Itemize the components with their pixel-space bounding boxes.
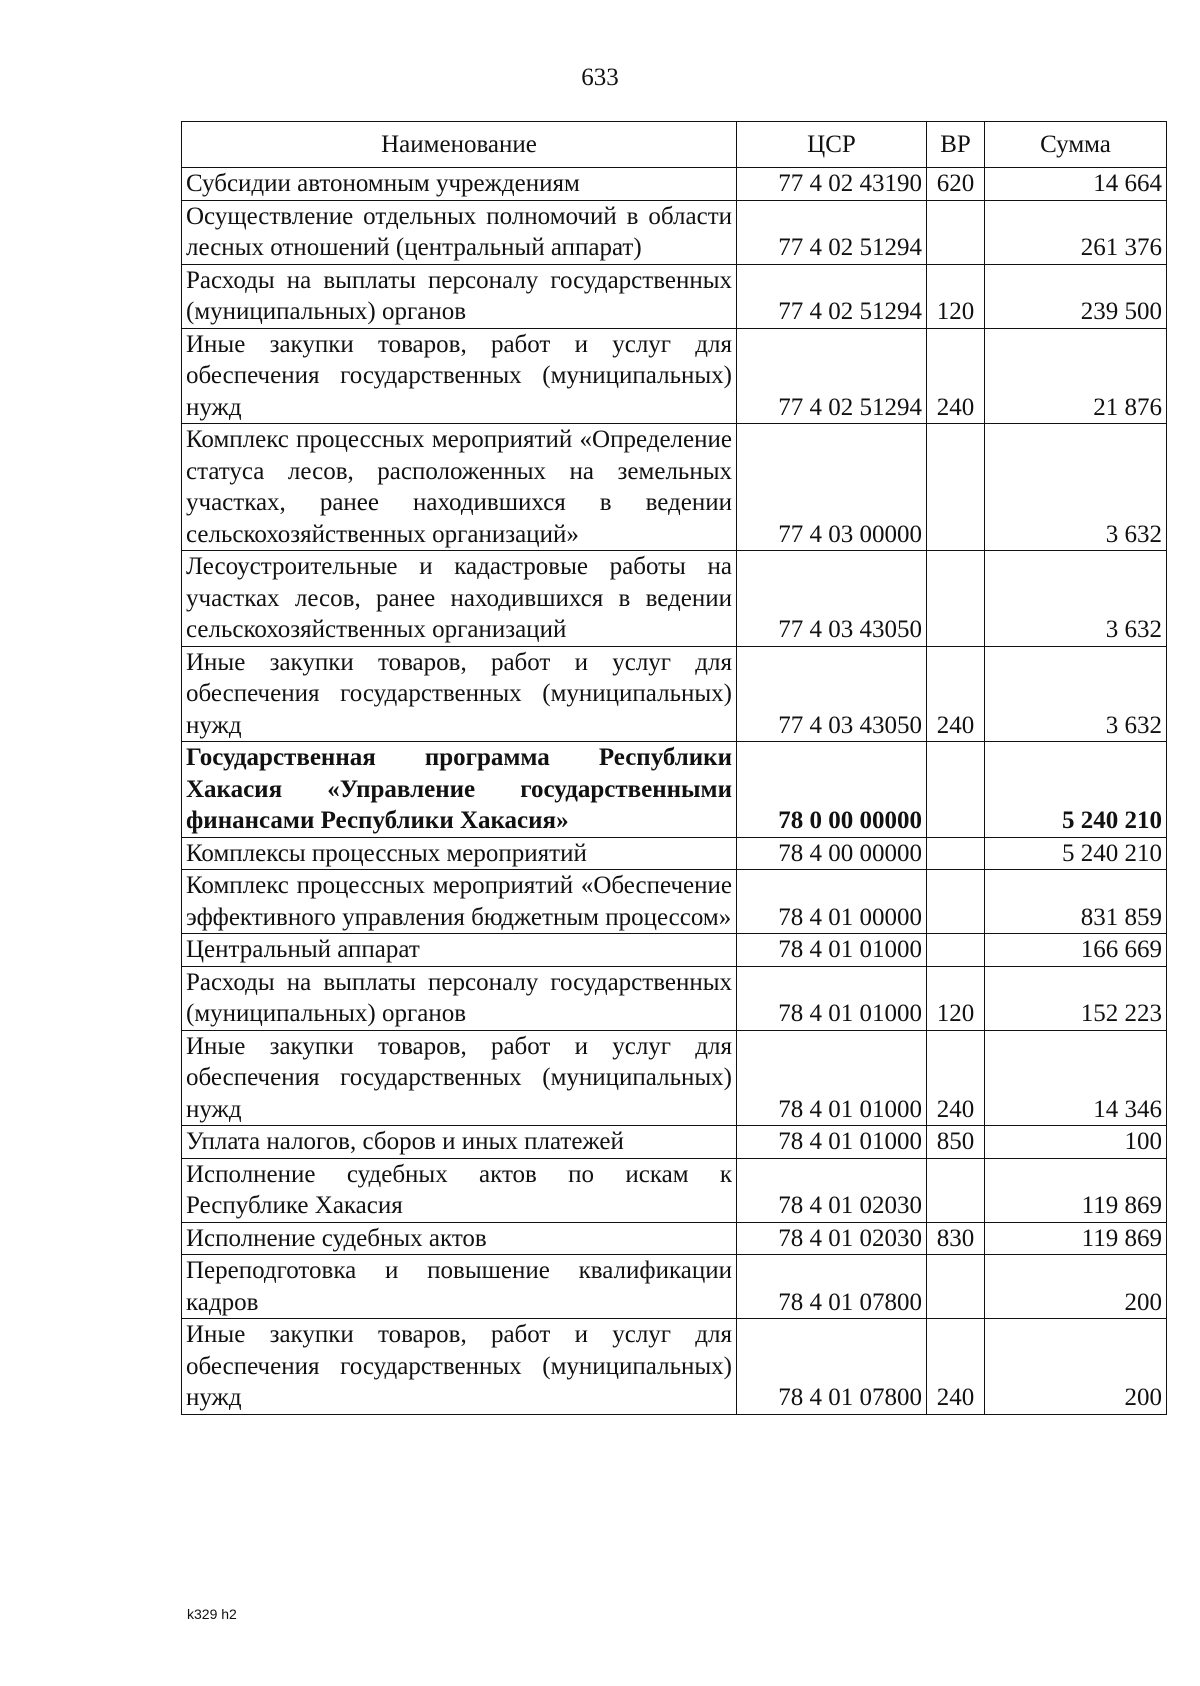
table-row bbox=[182, 1319, 1167, 1415]
vr-cell bbox=[927, 1255, 985, 1319]
table-row bbox=[182, 1030, 1167, 1126]
name-cell: Иные закупки товаров, работ и услуг для обеспечения государственных (муниципальных) нужд bbox=[182, 646, 737, 742]
vr-cell bbox=[927, 551, 985, 647]
sum-cell: 3 632 bbox=[985, 551, 1167, 647]
table-row bbox=[182, 934, 1167, 967]
sum-cell: 152 223 bbox=[985, 966, 1167, 1030]
vr-cell: 850 bbox=[927, 1126, 985, 1159]
csr-cell: 77 4 02 51294 bbox=[737, 264, 927, 328]
csr-cell: 78 4 01 07800 bbox=[737, 1319, 927, 1415]
name-cell: Иные закупки товаров, работ и услуг для обеспечения государственных (муниципальных) нужд bbox=[182, 1319, 737, 1415]
header-csr: ЦСР bbox=[737, 122, 927, 168]
csr-cell: 77 4 03 00000 bbox=[737, 424, 927, 551]
name-cell: Уплата налогов, сборов и иных платежей bbox=[182, 1126, 737, 1159]
name-cell: Исполнение судебных актов bbox=[182, 1222, 737, 1255]
name-cell: Лесоустроительные и кадастровые работы на участках лесов, ранее находившихся в ведении сельскохозяйственных организаций bbox=[182, 551, 737, 647]
table-row bbox=[182, 646, 1167, 742]
table-row bbox=[182, 551, 1167, 647]
vr-cell: 240 bbox=[927, 328, 985, 424]
table-row bbox=[182, 328, 1167, 424]
page-number: 633 bbox=[581, 64, 619, 91]
table-row bbox=[182, 1158, 1167, 1222]
csr-cell: 78 4 01 01000 bbox=[737, 966, 927, 1030]
vr-cell: 120 bbox=[927, 264, 985, 328]
csr-cell: 78 4 01 01000 bbox=[737, 1126, 927, 1159]
name-cell: Государственная программа Республики Хакасия «Управление государственными финансами Республики Хакасия» bbox=[182, 742, 737, 838]
vr-cell: 240 bbox=[927, 1319, 985, 1415]
sum-cell: 5 240 210 bbox=[985, 742, 1167, 838]
name-cell: Иные закупки товаров, работ и услуг для обеспечения государственных (муниципальных) нужд bbox=[182, 328, 737, 424]
vr-cell bbox=[927, 200, 985, 264]
header-vr: ВР bbox=[927, 122, 985, 168]
csr-cell: 77 4 02 43190 bbox=[737, 168, 927, 201]
name-cell: Комплекс процессных мероприятий «Обеспечение эффективного управления бюджетным процессом» bbox=[182, 870, 737, 934]
csr-cell: 77 4 02 51294 bbox=[737, 200, 927, 264]
footer-code: k329 h2 bbox=[187, 1606, 237, 1622]
table-row bbox=[182, 168, 1167, 201]
vr-cell bbox=[927, 742, 985, 838]
name-cell: Переподготовка и повышение квалификации кадров bbox=[182, 1255, 737, 1319]
vr-cell bbox=[927, 424, 985, 551]
header-name: Наименование bbox=[182, 122, 737, 168]
vr-cell: 830 bbox=[927, 1222, 985, 1255]
vr-cell: 120 bbox=[927, 966, 985, 1030]
sum-cell: 200 bbox=[985, 1319, 1167, 1415]
table-header-row bbox=[182, 122, 1167, 168]
csr-cell: 77 4 02 51294 bbox=[737, 328, 927, 424]
table-row bbox=[182, 837, 1167, 870]
name-cell: Осуществление отдельных полномочий в области лесных отношений (центральный аппарат) bbox=[182, 200, 737, 264]
budget-table bbox=[181, 121, 1167, 1415]
table-row bbox=[182, 1126, 1167, 1159]
name-cell: Комплекс процессных мероприятий «Определение статуса лесов, расположенных на земельных участках, ранее находившихся в ведении сельскохозяйственных организаций» bbox=[182, 424, 737, 551]
name-cell: Комплексы процессных мероприятий bbox=[182, 837, 737, 870]
sum-cell: 261 376 bbox=[985, 200, 1167, 264]
csr-cell: 78 4 01 02030 bbox=[737, 1222, 927, 1255]
sum-cell: 3 632 bbox=[985, 424, 1167, 551]
table-row bbox=[182, 742, 1167, 838]
sum-cell: 21 876 bbox=[985, 328, 1167, 424]
sum-cell: 119 869 bbox=[985, 1222, 1167, 1255]
sum-cell: 14 346 bbox=[985, 1030, 1167, 1126]
sum-cell: 200 bbox=[985, 1255, 1167, 1319]
vr-cell bbox=[927, 1158, 985, 1222]
table-row bbox=[182, 1255, 1167, 1319]
table-row bbox=[182, 1222, 1167, 1255]
csr-cell: 78 0 00 00000 bbox=[737, 742, 927, 838]
sum-cell: 831 859 bbox=[985, 870, 1167, 934]
sum-cell: 14 664 bbox=[985, 168, 1167, 201]
sum-cell: 3 632 bbox=[985, 646, 1167, 742]
name-cell: Центральный аппарат bbox=[182, 934, 737, 967]
vr-cell: 240 bbox=[927, 1030, 985, 1126]
name-cell: Расходы на выплаты персоналу государственных (муниципальных) органов bbox=[182, 264, 737, 328]
csr-cell: 77 4 03 43050 bbox=[737, 551, 927, 647]
table-row bbox=[182, 966, 1167, 1030]
name-cell: Расходы на выплаты персоналу государственных (муниципальных) органов bbox=[182, 966, 737, 1030]
table-row bbox=[182, 424, 1167, 551]
name-cell: Иные закупки товаров, работ и услуг для обеспечения государственных (муниципальных) нужд bbox=[182, 1030, 737, 1126]
name-cell: Субсидии автономным учреждениям bbox=[182, 168, 737, 201]
table-row bbox=[182, 200, 1167, 264]
vr-cell bbox=[927, 934, 985, 967]
sum-cell: 119 869 bbox=[985, 1158, 1167, 1222]
header-sum: Сумма bbox=[985, 122, 1167, 168]
csr-cell: 78 4 01 01000 bbox=[737, 1030, 927, 1126]
sum-cell: 166 669 bbox=[985, 934, 1167, 967]
name-cell: Исполнение судебных актов по искам к Республике Хакасия bbox=[182, 1158, 737, 1222]
table-row bbox=[182, 870, 1167, 934]
csr-cell: 78 4 01 00000 bbox=[737, 870, 927, 934]
csr-cell: 78 4 01 01000 bbox=[737, 934, 927, 967]
table-row bbox=[182, 264, 1167, 328]
sum-cell: 239 500 bbox=[985, 264, 1167, 328]
csr-cell: 77 4 03 43050 bbox=[737, 646, 927, 742]
vr-cell: 240 bbox=[927, 646, 985, 742]
vr-cell bbox=[927, 837, 985, 870]
csr-cell: 78 4 01 07800 bbox=[737, 1255, 927, 1319]
vr-cell: 620 bbox=[927, 168, 985, 201]
csr-cell: 78 4 01 02030 bbox=[737, 1158, 927, 1222]
csr-cell: 78 4 00 00000 bbox=[737, 837, 927, 870]
sum-cell: 100 bbox=[985, 1126, 1167, 1159]
sum-cell: 5 240 210 bbox=[985, 837, 1167, 870]
vr-cell bbox=[927, 870, 985, 934]
